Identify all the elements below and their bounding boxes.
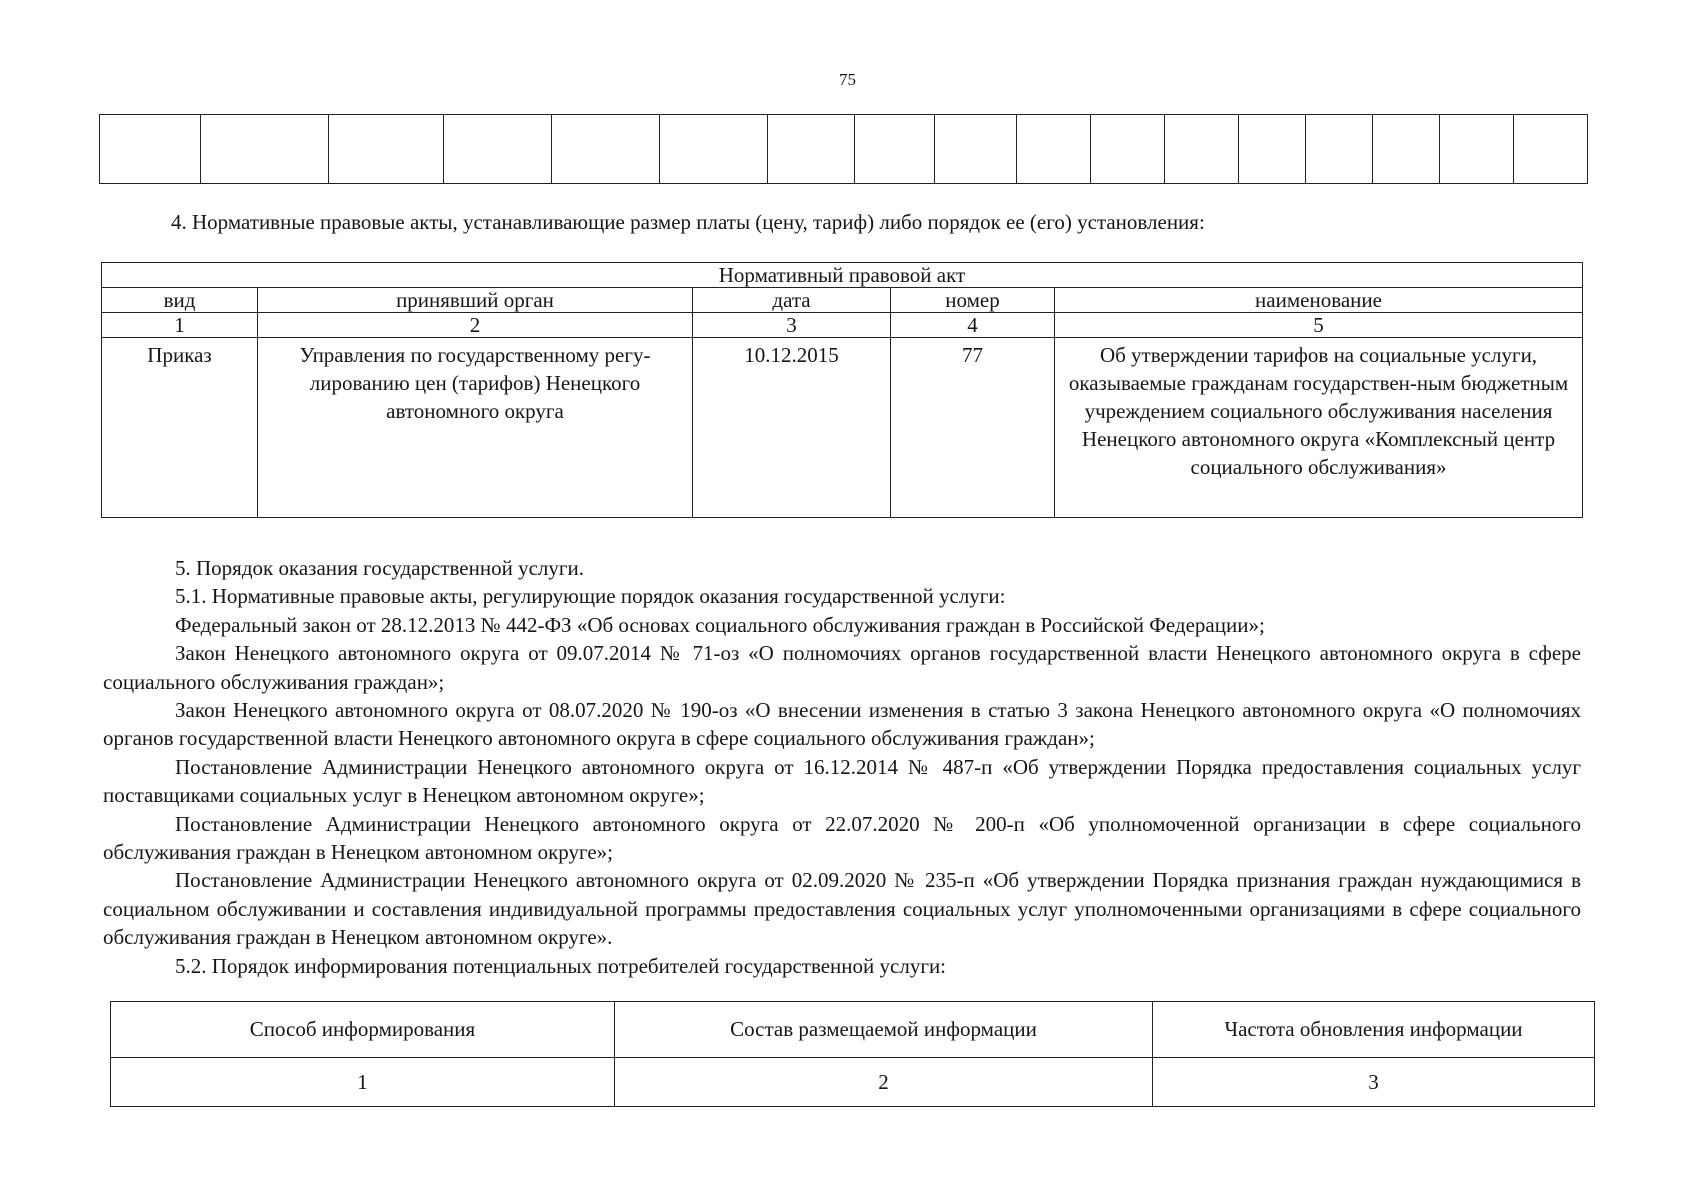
grid-cell [1165,115,1239,184]
table-group-header-row [102,263,1583,288]
paragraph: Постановление Администрации Ненецкого автономного округа от 16.12.2014 № 487-п «Об утверждении Порядка предоставления социальных услуг поставщиками социальных услуг в Ненецком автономном округе»; [103,754,1581,808]
col-number: 3 [1153,1058,1595,1107]
grid-cell [1239,115,1306,184]
top-empty-grid [99,114,1588,184]
cell-vid: Приказ [102,338,258,518]
col-number: 4 [891,313,1055,338]
grid-cell [1017,115,1091,184]
grid-cell [1091,115,1165,184]
grid-cell [329,115,444,184]
col-header-method: Способ информирования [111,1002,615,1058]
paragraph: 5.2. Порядок информирования потенциальных потребителей государственной услуги: [175,953,947,978]
col-header-name: наименование [1055,288,1583,313]
grid-cell [201,115,329,184]
col-header-organ: принявший орган [258,288,693,313]
grid-cell [855,115,935,184]
paragraph: Закон Ненецкого автономного округа от 09.07.2014 № 71-оз «О полномочиях органов государственной власти Ненецкого автономного округа в сфере социального обслуживания граждан»; [103,641,1581,694]
paragraph: Закон Ненецкого автономного округа от 08.07.2020 № 190-оз «О внесении изменения в статью 3 закона Ненецкого автономного округа «О полномочиях органов государственной власти Ненецкого автономного округа в сфере социального обслуживания граждан»; [103,698,1581,751]
grid-cell [1440,115,1514,184]
col-number: 2 [615,1058,1153,1107]
grid-cell [660,115,768,184]
grid-cell [444,115,552,184]
paragraph: Постановление Администрации Ненецкого автономного округа от 02.09.2020 № 235-п «Об утверждении Порядка признания граждан нуждающимися в социальном обслуживании и составления индивидуальной программы предоставления социальных услуг уполномоченными организациями в сфере социального обслуживания граждан в Ненецком автономном округе». [103,868,1581,950]
cell-number: 77 [891,338,1055,518]
table-header-row [102,288,1583,313]
section-5-text [103,554,1581,980]
grid-cell [1514,115,1588,184]
page-number: 75 [839,70,856,89]
group-header: Нормативный правовой акт [102,263,1583,288]
grid-cell [768,115,855,184]
paragraph: 5.1. Нормативные правовые акты, регулирующие порядок оказания государственной услуги: [175,584,1006,609]
col-header-vid: вид [102,288,258,313]
col-number: 5 [1055,313,1583,338]
col-header-content: Состав размещаемой информации [615,1002,1153,1058]
col-number: 3 [693,313,891,338]
paragraph: Федеральный закон от 28.12.2013 № 442-ФЗ «Об основах социального обслуживания граждан в Российской Федерации»; [175,612,1265,637]
grid-cell [1373,115,1440,184]
informing-table [110,1001,1595,1107]
col-number: 2 [258,313,693,338]
cell-organ: Управления по государственному регу-лированию цен (тарифов) Ненецкого автономного округа [258,338,693,518]
top-grid-row [100,115,1588,184]
col-number: 1 [111,1058,615,1107]
col-number: 1 [102,313,258,338]
grid-cell [100,115,201,184]
legal-act-table [101,262,1583,518]
paragraph: Постановление Администрации Ненецкого автономного округа от 22.07.2020 № 200-п «Об уполномоченной организации в сфере социального обслуживания граждан в Ненецком автономном округе»; [103,811,1581,865]
table-number-row [102,313,1583,338]
cell-date: 10.12.2015 [693,338,891,518]
col-header-number: номер [891,288,1055,313]
table-header-row [111,1002,1595,1058]
table-number-row [111,1058,1595,1107]
table-row [102,338,1583,518]
col-header-date: дата [693,288,891,313]
col-header-frequency: Частота обновления информации [1153,1002,1595,1058]
grid-cell [935,115,1017,184]
grid-cell [552,115,660,184]
grid-cell [1306,115,1373,184]
cell-name: Об утверждении тарифов на социальные услуги, оказываемые гражданам государствен-ным бюджетным учреждением социального обслуживания населения Ненецкого автономного округа «Комплексный центр социального обслуживания» [1055,338,1583,518]
paragraph: 5. Порядок оказания государственной услуги. [175,556,584,580]
section-4-heading: 4. Нормативные правовые акты, устанавливающие размер платы (цену, тариф) либо порядок ее (его) установления: [171,210,1205,234]
